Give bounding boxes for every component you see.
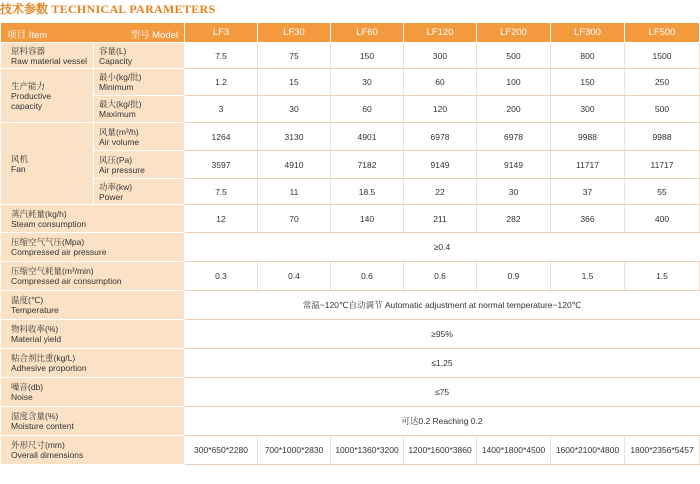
cell: 0.3: [185, 262, 258, 291]
cell: 1600*2100*4800: [551, 436, 625, 465]
cell: 7.5: [185, 179, 258, 205]
row-dimensions: [1, 436, 700, 465]
cell: 60: [331, 96, 404, 123]
cell: 30: [477, 179, 551, 205]
cell: 4910: [258, 151, 331, 179]
sublabel-air-volume: 风量(m³/h) Air volume: [94, 123, 185, 151]
label-moisture-content: 湿度含量(%) Moisture content: [1, 407, 185, 436]
page-title: [0, 0, 216, 22]
cell: 30: [258, 96, 331, 123]
cell: 211: [404, 205, 477, 233]
cell: ≤75: [185, 378, 700, 407]
cell: 800: [551, 43, 625, 69]
label-productive-capacity: 生产能力 Productive capacity: [1, 69, 94, 123]
cell: ≥0.4: [185, 233, 700, 262]
cell: 常温~120℃自动调节 Automatic adjustment at normal temperature~120℃: [185, 291, 700, 320]
cell: 0.6: [331, 262, 404, 291]
cell: 150: [331, 43, 404, 69]
cell: 9149: [404, 151, 477, 179]
cell: 1.2: [185, 69, 258, 96]
cell: 11717: [625, 151, 700, 179]
cell: 9988: [551, 123, 625, 151]
model-lf60: LF60: [331, 23, 404, 43]
cell: 9149: [477, 151, 551, 179]
cell: 7182: [331, 151, 404, 179]
cell: 250: [625, 69, 700, 96]
cell: 700*1000*2830: [258, 436, 331, 465]
cell: 7.5: [185, 43, 258, 69]
label-adhesive-proportion: 粘合剂比重(kg/L) Adhesive proportion: [1, 349, 185, 378]
cell: 140: [331, 205, 404, 233]
row-compressed-air-consumption: [1, 262, 700, 291]
model-lf3: LF3: [185, 23, 258, 43]
cell: 75: [258, 43, 331, 69]
sublabel-maximum: 最大(kg/批) Maximum: [94, 96, 185, 123]
model-lf300: LF300: [551, 23, 625, 43]
cell: 6978: [477, 123, 551, 151]
label-raw-material: 原料容器 Raw material vessel: [1, 43, 94, 69]
label-steam-consumption: 蒸汽耗量(kg/h) Steam consumption: [1, 205, 185, 233]
cell: 0.9: [477, 262, 551, 291]
cell: 1500: [625, 43, 700, 69]
header-item: 项目 Item: [7, 30, 48, 41]
cell: 30: [331, 69, 404, 96]
model-lf200: LF200: [477, 23, 551, 43]
label-overall-dimensions: 外形尺寸(mm) Overall dimensions: [1, 436, 185, 465]
title-cn: 技术参数: [0, 2, 49, 16]
cell: 1000*1360*3200: [331, 436, 404, 465]
parameters-table: [0, 22, 700, 465]
title-en: TECHNICAL PARAMETERS: [51, 2, 216, 16]
model-lf120: LF120: [404, 23, 477, 43]
cell: 120: [404, 96, 477, 123]
cell: 可达0.2 Reaching 0.2: [185, 407, 700, 436]
cell: 300*650*2280: [185, 436, 258, 465]
row-temperature: [1, 291, 700, 320]
label-compressed-air-pressure: 压缩空气气压(Mpa) Compressed air pressure: [1, 233, 185, 262]
row-raw-material: [1, 43, 700, 69]
row-noise: [1, 378, 700, 407]
row-steam: [1, 205, 700, 233]
cell: 9988: [625, 123, 700, 151]
label-temperature: 温度(℃) Temperature: [1, 291, 185, 320]
row-adhesive: [1, 349, 700, 378]
cell: 18.5: [331, 179, 404, 205]
cell: 15: [258, 69, 331, 96]
row-compressed-air-pressure: [1, 233, 700, 262]
sublabel-air-pressure: 风压(Pa) Air pressure: [94, 151, 185, 179]
row-fan-volume: [1, 123, 700, 151]
cell: 300: [404, 43, 477, 69]
cell: 100: [477, 69, 551, 96]
cell: 1.5: [625, 262, 700, 291]
cell: 0.4: [258, 262, 331, 291]
row-fan-power: [1, 179, 700, 205]
model-lf500: LF500: [625, 23, 700, 43]
sublabel-power: 功率(kw) Power: [94, 179, 185, 205]
cell: 500: [477, 43, 551, 69]
cell: 1.5: [551, 262, 625, 291]
row-fan-pressure: [1, 151, 700, 179]
cell: 300: [551, 96, 625, 123]
sublabel-minimum: 最小(kg/批) Minimum: [94, 69, 185, 96]
cell: 3130: [258, 123, 331, 151]
cell: 500: [625, 96, 700, 123]
cell: 12: [185, 205, 258, 233]
cell: ≥95%: [185, 320, 700, 349]
cell: 200: [477, 96, 551, 123]
header-row: [1, 23, 700, 43]
row-productive-max: [1, 96, 700, 123]
cell: ≤1.25: [185, 349, 700, 378]
cell: 70: [258, 205, 331, 233]
row-material-yield: [1, 320, 700, 349]
cell: 11717: [551, 151, 625, 179]
label-material-yield: 物料收率(%) Material yield: [1, 320, 185, 349]
cell: 1200*1600*3860: [404, 436, 477, 465]
header-item-model: [1, 23, 185, 43]
row-moisture: [1, 407, 700, 436]
sublabel-capacity: 容量(L) Capacity: [94, 43, 185, 69]
cell: 400: [625, 205, 700, 233]
cell: 4901: [331, 123, 404, 151]
model-lf30: LF30: [258, 23, 331, 43]
label-noise: 噪音(db) Noise: [1, 378, 185, 407]
label-fan: 风机 Fan: [1, 123, 94, 205]
cell: 6978: [404, 123, 477, 151]
cell: 11: [258, 179, 331, 205]
cell: 150: [551, 69, 625, 96]
cell: 1264: [185, 123, 258, 151]
cell: 55: [625, 179, 700, 205]
label-compressed-air-consumption: 压缩空气耗量(m³/min) Compressed air consumption: [1, 262, 185, 291]
cell: 37: [551, 179, 625, 205]
row-productive-min: [1, 69, 700, 96]
cell: 60: [404, 69, 477, 96]
cell: 1800*2356*5457: [625, 436, 700, 465]
cell: 3: [185, 96, 258, 123]
cell: 1400*1800*4500: [477, 436, 551, 465]
header-model: 型号 Model: [130, 30, 178, 41]
cell: 22: [404, 179, 477, 205]
cell: 366: [551, 205, 625, 233]
cell: 282: [477, 205, 551, 233]
cell: 3597: [185, 151, 258, 179]
cell: 0.6: [404, 262, 477, 291]
